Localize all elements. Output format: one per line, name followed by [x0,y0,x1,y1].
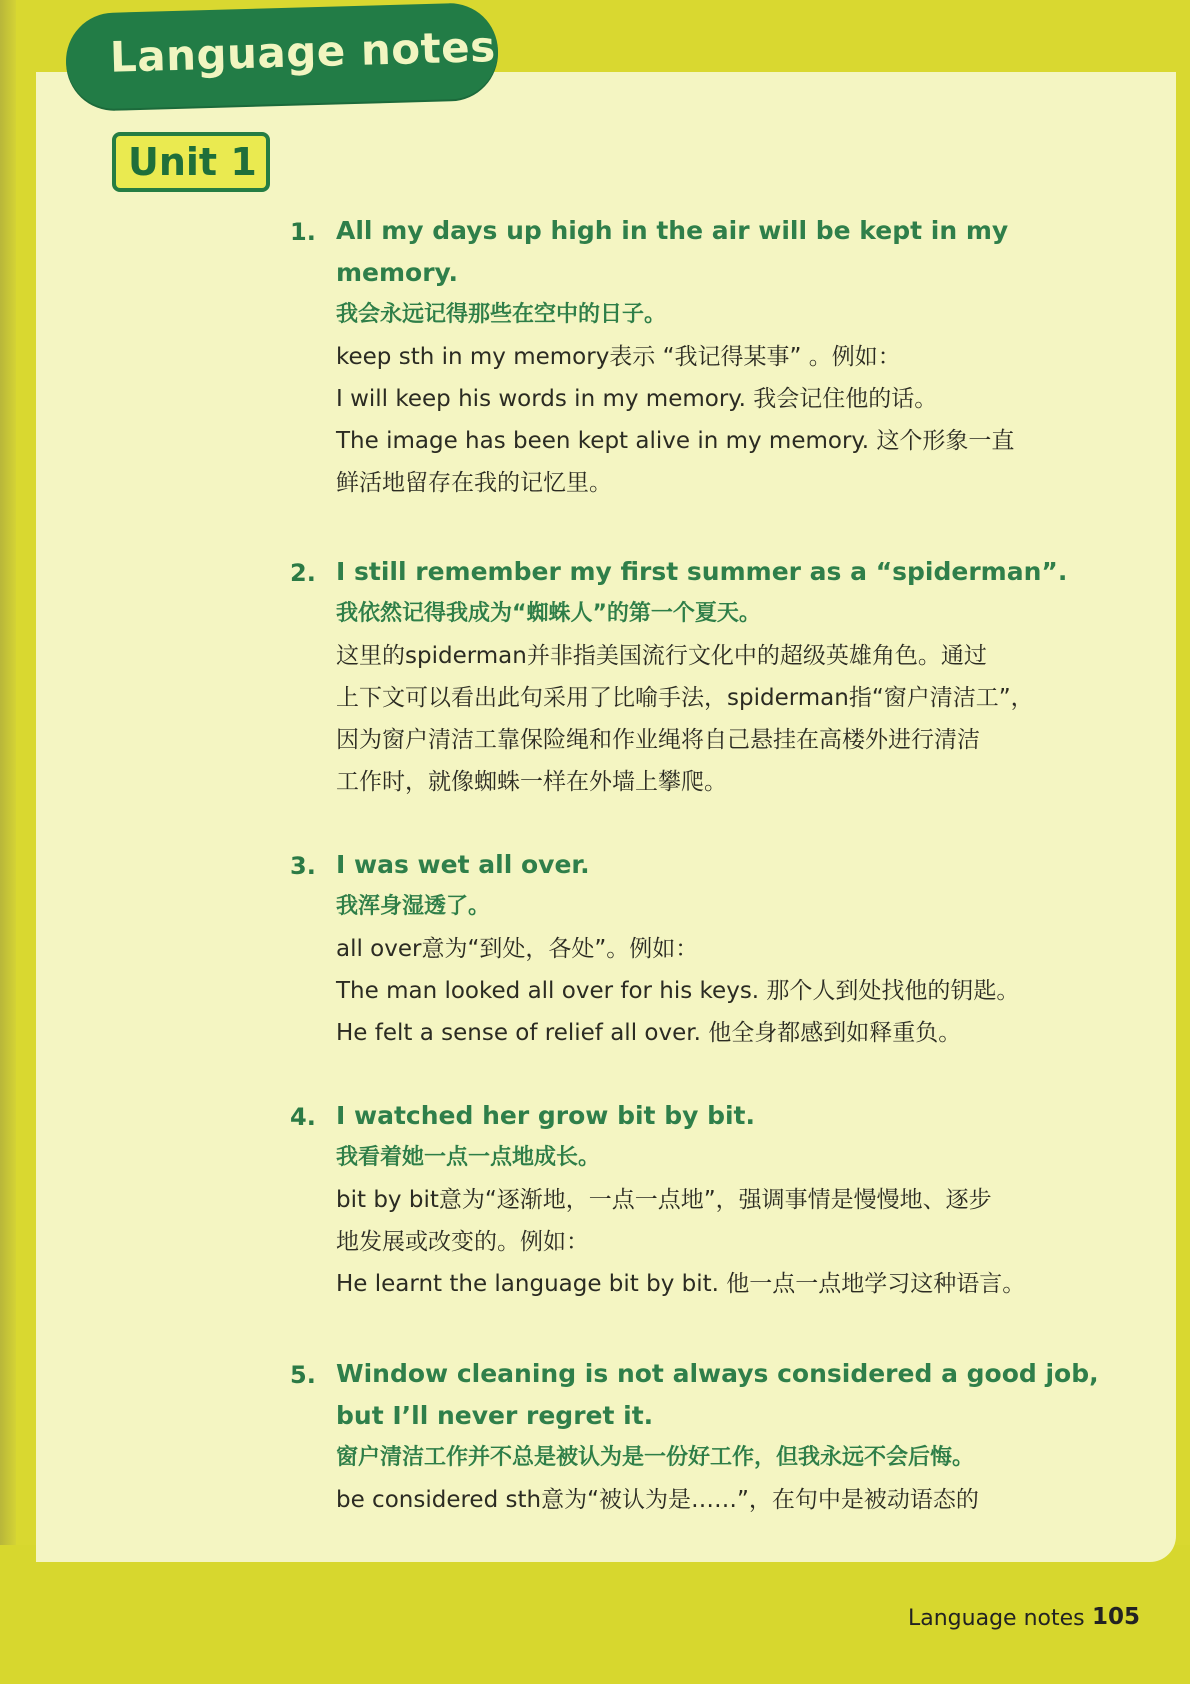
unit-badge [112,132,270,192]
note-translation: 我看着她一点一点地成长。 [336,1145,601,1170]
note-explanation: 上下文可以看出此句采用了比喻手法，spiderman指“窗户清洁工”， [336,685,1034,711]
note-translation: 我浑身湿透了。 [336,894,491,919]
note-sentence: I watched her grow bit by bit. [336,1101,756,1130]
note-example: The man looked all over for his keys. 那个人到处找他的钥匙。 [336,978,1020,1004]
note-sentence: memory. [336,258,459,287]
note-example: He felt a sense of relief all over. 他全身都感到如释重负。 [336,1020,962,1046]
note-example: The image has been kept alive in my memory. 这个形象一直 [336,428,1015,454]
note-content [336,844,1066,1054]
note-explanation: 工作时，就像蜘蛛一样在外墙上攀爬。 [336,769,727,795]
note-explanation: be considered sth意为“被认为是……”，在句中是被动语态的 [336,1487,979,1513]
note-explanation: 地发展或改变的。例如： [336,1229,589,1255]
note-content [336,210,1066,504]
note-example: He learnt the language bit by bit. 他一点一点地学习这种语言。 [336,1271,1026,1297]
note-explanation: keep sth in my memory表示 “我记得某事” 。例如： [336,344,901,370]
note-content [336,1353,1099,1521]
note-example: I will keep his words in my memory. 我会记住他的话。 [336,386,938,412]
note-number: 5. [290,1361,316,1389]
note-sentence: Window cleaning is not always considered a good job, [336,1359,1099,1388]
note-number: 2. [290,559,316,587]
note-number: 1. [290,218,316,246]
note-example: 鲜活地留存在我的记忆里。 [336,470,612,496]
note-explanation: bit by bit意为“逐渐地，一点一点地”，强调事情是慢慢地、逐步 [336,1187,992,1213]
note-explanation: 这里的spiderman并非指美国流行文化中的超级英雄角色。通过 [336,643,987,669]
note-content [336,551,1066,803]
note-translation: 窗户清洁工作并不总是被认为是一份好工作，但我永远不会后悔。 [336,1445,975,1470]
note-translation: 我依然记得我成为“蜘蛛人”的第一个夏天。 [336,601,761,626]
footer-section-label: Language notes [908,1606,1085,1631]
note-sentence: All my days up high in the air will be kept in my [336,216,1009,245]
note-sentence: I was wet all over. [336,850,590,879]
note-number: 4. [290,1103,316,1131]
note-sentence: I still remember my first summer as a “spiderman”. [336,557,1068,586]
note-explanation: 因为窗户清洁工靠保险绳和作业绳将自己悬挂在高楼外进行清洁 [336,727,980,753]
note-explanation: all over意为“到处，各处”。例如： [336,936,699,962]
page-number: 105 [1092,1604,1141,1630]
section-title: Language notes [109,22,497,82]
note-translation: 我会永远记得那些在空中的日子。 [336,302,667,327]
page-edge-shadow [0,0,16,1684]
note-content [336,1095,1066,1305]
unit-label: Unit 1 [128,140,257,184]
note-sentence: but I’ll never regret it. [336,1401,654,1430]
section-header-tab [65,2,500,110]
note-number: 3. [290,852,316,880]
